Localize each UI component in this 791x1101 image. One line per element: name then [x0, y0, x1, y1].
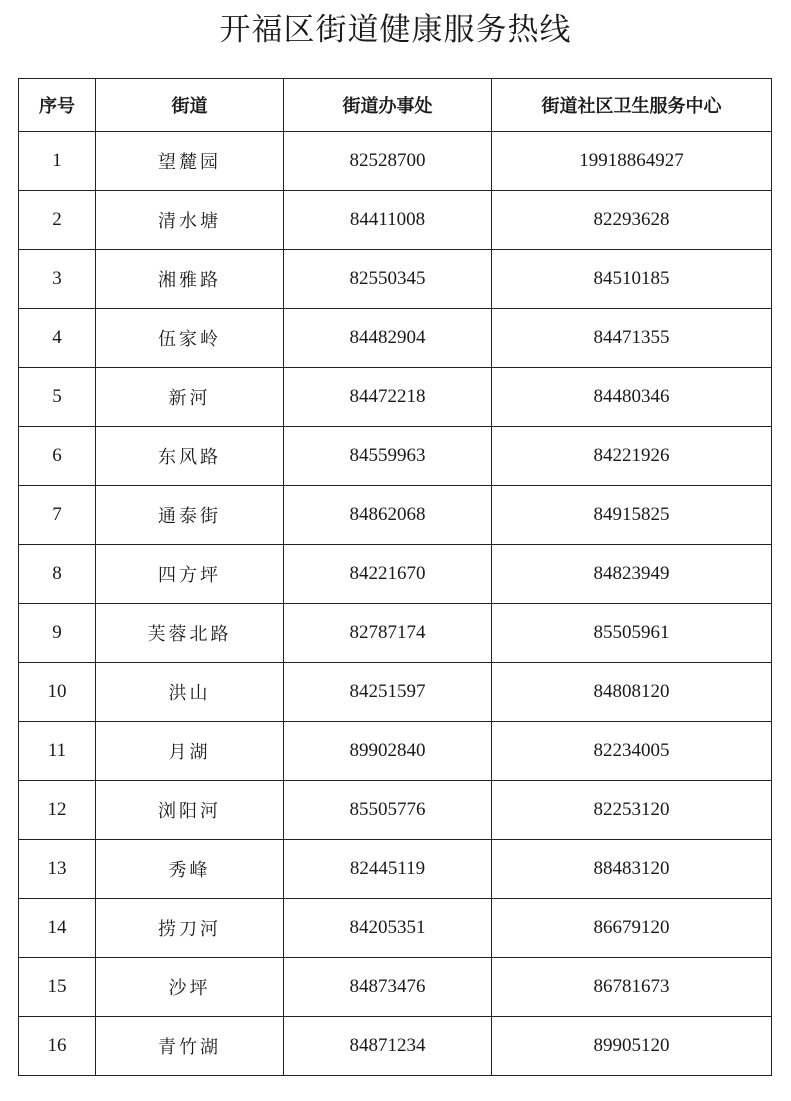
- table-row: [19, 545, 772, 604]
- cell-street: 芙蓉北路: [96, 604, 284, 663]
- cell-street: 洪山: [96, 663, 284, 722]
- cell-serial-number: 15: [19, 958, 96, 1017]
- table-row: [19, 840, 772, 899]
- cell-street: 伍家岭: [96, 309, 284, 368]
- table-row: [19, 722, 772, 781]
- cell-serial-number: 14: [19, 899, 96, 958]
- cell-serial-number: 3: [19, 250, 96, 309]
- cell-street: 捞刀河: [96, 899, 284, 958]
- cell-serial-number: 10: [19, 663, 96, 722]
- table-row: [19, 781, 772, 840]
- cell-street: 沙坪: [96, 958, 284, 1017]
- cell-street-office-phone: 84871234: [284, 1017, 492, 1076]
- cell-street-office-phone: 84221670: [284, 545, 492, 604]
- cell-street: 四方坪: [96, 545, 284, 604]
- cell-health-center-phone: 82253120: [492, 781, 772, 840]
- cell-health-center-phone: 84480346: [492, 368, 772, 427]
- table-row: [19, 1017, 772, 1076]
- table-row: [19, 191, 772, 250]
- cell-serial-number: 11: [19, 722, 96, 781]
- cell-serial-number: 9: [19, 604, 96, 663]
- cell-health-center-phone: 84221926: [492, 427, 772, 486]
- header-street: 街道: [96, 79, 284, 132]
- table-row: [19, 250, 772, 309]
- cell-health-center-phone: 85505961: [492, 604, 772, 663]
- table-row: [19, 132, 772, 191]
- cell-street-office-phone: 84559963: [284, 427, 492, 486]
- cell-street: 望麓园: [96, 132, 284, 191]
- cell-health-center-phone: 82293628: [492, 191, 772, 250]
- cell-street-office-phone: 84873476: [284, 958, 492, 1017]
- cell-street-office-phone: 84862068: [284, 486, 492, 545]
- header-street-office: 街道办事处: [284, 79, 492, 132]
- table-row: [19, 368, 772, 427]
- cell-street-office-phone: 84472218: [284, 368, 492, 427]
- table-row: [19, 663, 772, 722]
- cell-street: 青竹湖: [96, 1017, 284, 1076]
- table-row: [19, 486, 772, 545]
- cell-health-center-phone: 82234005: [492, 722, 772, 781]
- cell-health-center-phone: 84471355: [492, 309, 772, 368]
- cell-street: 东风路: [96, 427, 284, 486]
- cell-serial-number: 7: [19, 486, 96, 545]
- cell-street: 浏阳河: [96, 781, 284, 840]
- cell-serial-number: 1: [19, 132, 96, 191]
- cell-health-center-phone: 88483120: [492, 840, 772, 899]
- cell-street-office-phone: 84205351: [284, 899, 492, 958]
- cell-health-center-phone: 84823949: [492, 545, 772, 604]
- table-body: [19, 132, 772, 1076]
- cell-street-office-phone: 82787174: [284, 604, 492, 663]
- hotline-table: [18, 78, 772, 1076]
- cell-street-office-phone: 84482904: [284, 309, 492, 368]
- cell-health-center-phone: 86679120: [492, 899, 772, 958]
- table-row: [19, 309, 772, 368]
- cell-street-office-phone: 82550345: [284, 250, 492, 309]
- table-row: [19, 899, 772, 958]
- cell-street-office-phone: 85505776: [284, 781, 492, 840]
- cell-serial-number: 16: [19, 1017, 96, 1076]
- cell-street-office-phone: 82528700: [284, 132, 492, 191]
- cell-serial-number: 5: [19, 368, 96, 427]
- header-health-center: 街道社区卫生服务中心: [492, 79, 772, 132]
- cell-street: 清水塘: [96, 191, 284, 250]
- table-header-row: [19, 79, 772, 132]
- table-row: [19, 958, 772, 1017]
- cell-street-office-phone: 82445119: [284, 840, 492, 899]
- cell-street-office-phone: 84411008: [284, 191, 492, 250]
- cell-street: 通泰街: [96, 486, 284, 545]
- table-row: [19, 427, 772, 486]
- page-title: 开福区街道健康服务热线: [219, 12, 572, 48]
- cell-health-center-phone: 84510185: [492, 250, 772, 309]
- cell-serial-number: 2: [19, 191, 96, 250]
- cell-health-center-phone: 84808120: [492, 663, 772, 722]
- cell-street: 秀峰: [96, 840, 284, 899]
- cell-street-office-phone: 89902840: [284, 722, 492, 781]
- cell-health-center-phone: 19918864927: [492, 132, 772, 191]
- cell-street-office-phone: 84251597: [284, 663, 492, 722]
- cell-health-center-phone: 84915825: [492, 486, 772, 545]
- cell-health-center-phone: 89905120: [492, 1017, 772, 1076]
- cell-serial-number: 4: [19, 309, 96, 368]
- cell-serial-number: 12: [19, 781, 96, 840]
- cell-street: 月湖: [96, 722, 284, 781]
- table-row: [19, 604, 772, 663]
- cell-health-center-phone: 86781673: [492, 958, 772, 1017]
- header-serial-number: 序号: [19, 79, 96, 132]
- cell-serial-number: 6: [19, 427, 96, 486]
- cell-street: 新河: [96, 368, 284, 427]
- cell-serial-number: 8: [19, 545, 96, 604]
- cell-street: 湘雅路: [96, 250, 284, 309]
- cell-serial-number: 13: [19, 840, 96, 899]
